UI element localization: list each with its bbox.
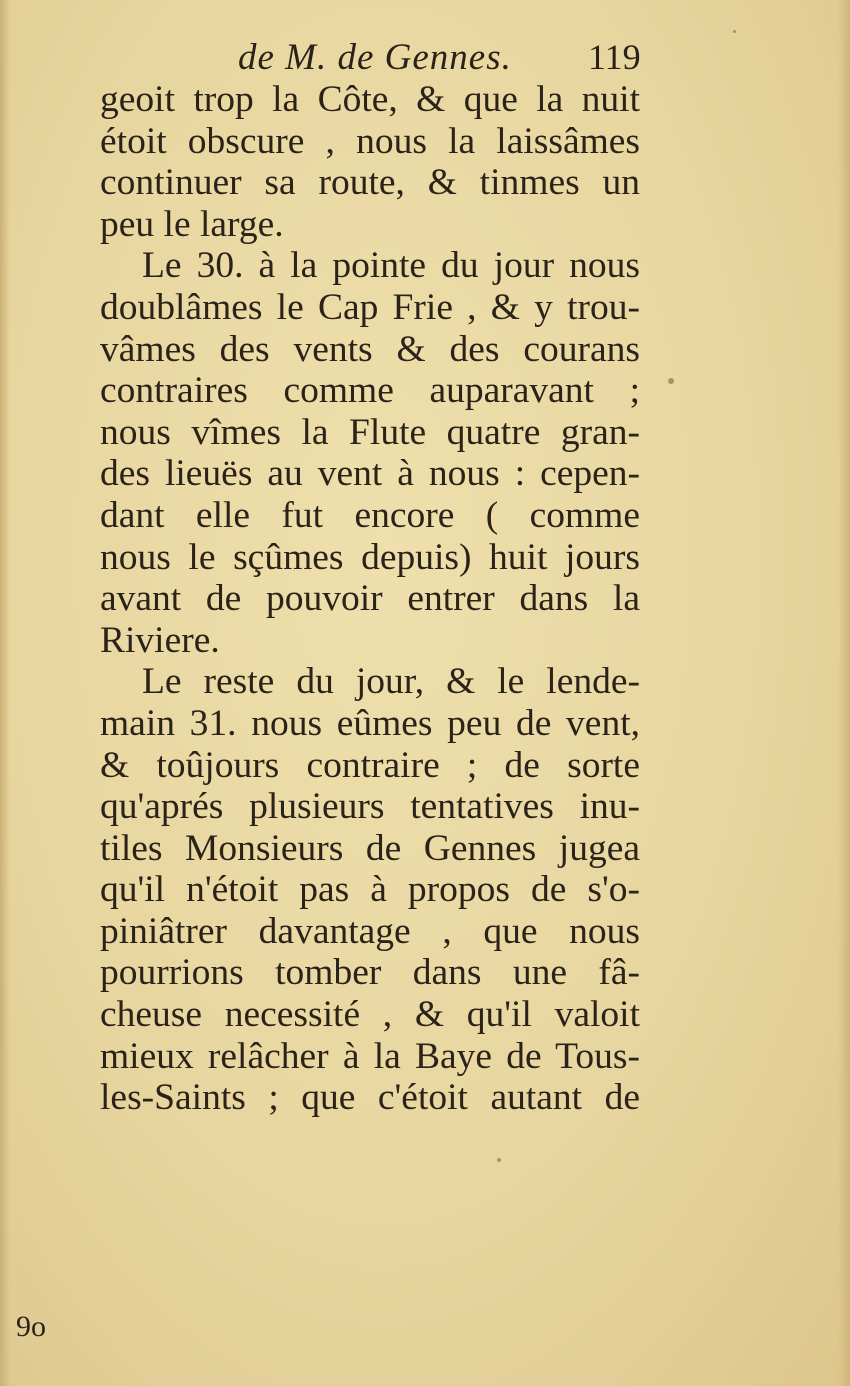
text-line: contraires comme auparavant ; bbox=[100, 370, 640, 412]
page-edge-shadow-left bbox=[0, 0, 10, 1386]
text-line: étoit obscure , nous la laissâmes bbox=[100, 120, 640, 162]
text-line: mieux relâcher à la Baye de Tous- bbox=[100, 1035, 640, 1077]
text-line: cheuse necessité , & qu'il valoit bbox=[100, 994, 640, 1036]
text-line: peu le large. bbox=[100, 203, 284, 245]
text-line: pourrions tomber dans une fâ- bbox=[100, 952, 640, 994]
signature-mark: 9o bbox=[16, 1310, 46, 1343]
text-line: tiles Monsieurs de Gennes jugea bbox=[100, 827, 640, 869]
text-line: dant elle fut encore ( comme bbox=[100, 494, 640, 536]
text-line: main 31. nous eûmes peu de vent, bbox=[100, 702, 640, 744]
text-line: geoit trop la Côte, & que la nuit bbox=[100, 79, 640, 120]
text-line: Le 30. à la pointe du jour nous bbox=[142, 245, 640, 287]
text-line: piniâtrer davantage , que nous bbox=[100, 910, 640, 952]
paper-speck bbox=[497, 1158, 501, 1162]
page-number: 119 bbox=[588, 37, 641, 77]
running-head-title: de M. de Gennes. bbox=[238, 37, 512, 78]
text-line: les-Saints ; que c'étoit autant de bbox=[100, 1077, 640, 1119]
text-line: nous le sçûmes depuis) huit jours bbox=[100, 536, 640, 578]
paper-speck bbox=[668, 378, 674, 384]
text-line: Le reste du jour, & le lende- bbox=[142, 661, 640, 703]
paper-speck bbox=[733, 30, 736, 33]
text-line: & toûjours contraire ; de sorte bbox=[100, 744, 640, 786]
text-line: Riviere. bbox=[100, 619, 220, 661]
page-edge-shadow-right bbox=[838, 0, 850, 1386]
text-line: qu'il n'étoit pas à propos de s'o- bbox=[100, 869, 640, 911]
text-line: continuer sa route, & tinmes un bbox=[100, 162, 640, 204]
text-line: avant de pouvoir entrer dans la bbox=[100, 578, 640, 620]
text-line: vâmes des vents & des courans bbox=[100, 328, 640, 370]
body-text bbox=[100, 79, 640, 1119]
text-line: des lieuës au vent à nous : cepen- bbox=[100, 453, 640, 495]
text-line: nous vîmes la Flute quatre gran- bbox=[100, 411, 640, 453]
running-head bbox=[0, 28, 850, 78]
text-line: doublâmes le Cap Frie , & y trou- bbox=[100, 286, 640, 328]
text-line: qu'aprés plusieurs tentatives inu- bbox=[100, 786, 640, 828]
